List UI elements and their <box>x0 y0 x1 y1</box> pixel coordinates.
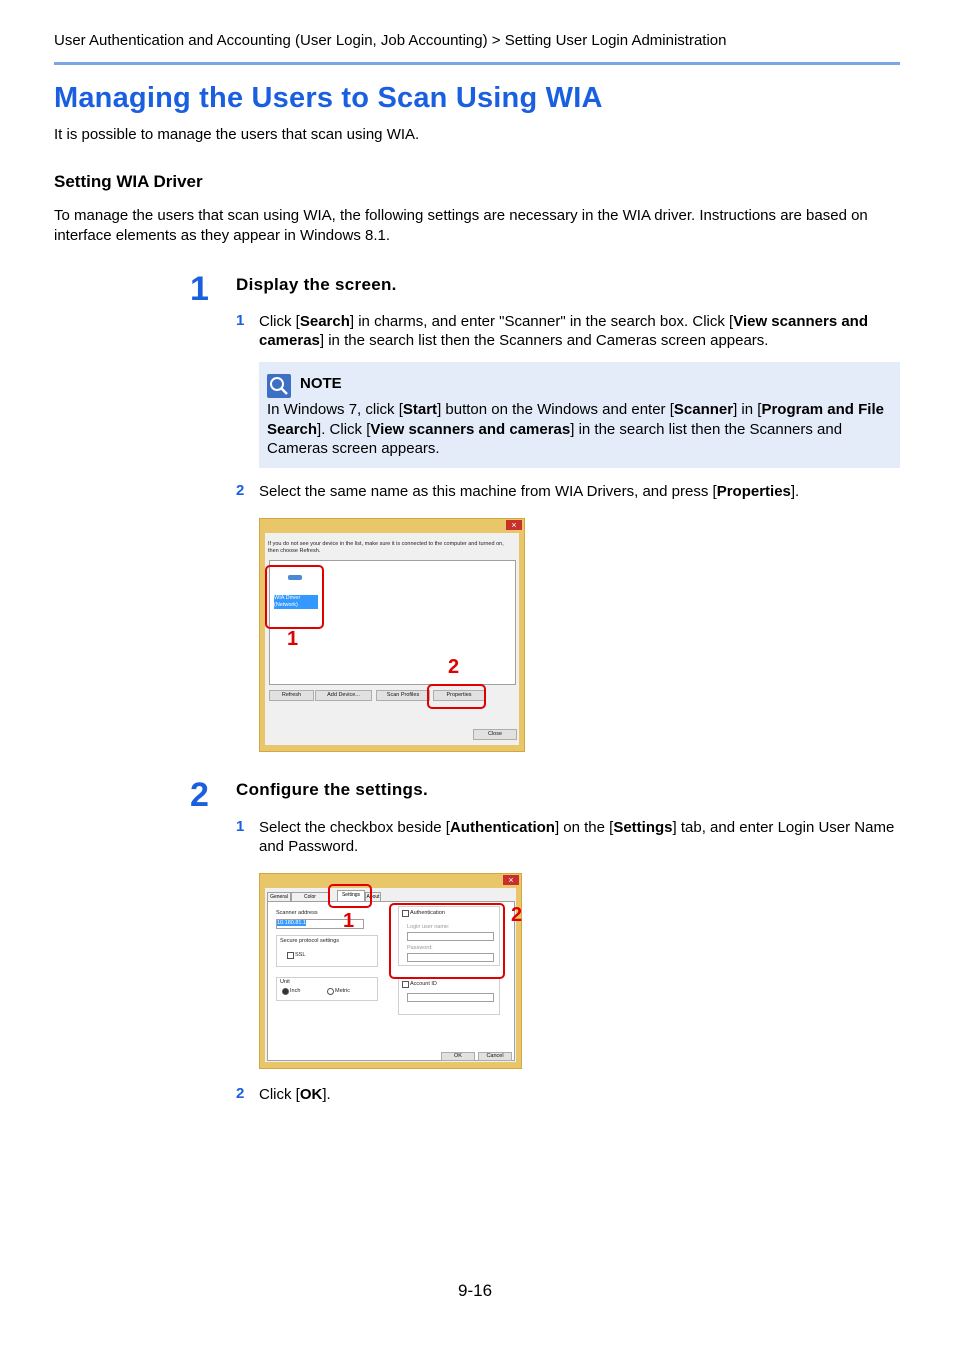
page-title: Managing the Users to Scan Using WIA <box>54 82 603 114</box>
callout-box-2 <box>427 684 486 709</box>
account-id-checkbox[interactable] <box>402 981 409 988</box>
step-2-sub-2-number: 2 <box>236 1085 245 1102</box>
ssl-checkbox[interactable] <box>287 952 294 959</box>
section-heading: Setting WIA Driver <box>54 172 203 191</box>
refresh-button[interactable]: Refresh <box>269 690 314 701</box>
secure-protocol-label: Secure protocol settings <box>280 938 340 944</box>
step-1-sub-2-number: 2 <box>236 482 245 499</box>
callout-box-1 <box>265 565 324 629</box>
cancel-button[interactable]: Cancel <box>478 1052 512 1061</box>
metric-radio[interactable] <box>327 988 334 995</box>
step-2-sub-2-text: Click [OK]. <box>259 1086 331 1103</box>
scanner-address-field[interactable]: 10.180.81.1 <box>276 919 364 929</box>
close-button[interactable]: Close <box>473 729 517 740</box>
step-1-sub-1-number: 1 <box>236 312 245 329</box>
callout-label-2: 2 <box>511 904 523 926</box>
ok-button[interactable]: OK <box>441 1052 475 1061</box>
callout-label-2: 2 <box>448 656 460 678</box>
callout-label-1: 1 <box>287 628 299 650</box>
callout-box-1 <box>328 884 372 908</box>
note-box <box>259 362 900 468</box>
note-title: NOTE <box>300 375 342 392</box>
unit-group <box>276 977 378 1001</box>
login-user-label: Login user name: <box>407 924 450 930</box>
scanner-address-label: Scanner address <box>276 910 318 916</box>
step-1-sub-2-text: Select the same name as this machine from WIA Drivers, and press [Properties]. <box>259 483 800 500</box>
step-1-sub-1-text: Click [Search] in charms, and enter "Scanner" in the search box. Click [View scanners and cameras] in the search list then the Scanners and Cameras screen appears. <box>259 313 869 349</box>
authentication-label: Authentication <box>410 910 445 916</box>
close-icon[interactable]: × <box>506 520 522 530</box>
step-2-number: 2 <box>190 776 209 814</box>
inch-radio[interactable] <box>282 988 289 995</box>
secure-protocol-group <box>276 935 378 967</box>
step-1-number: 1 <box>190 270 209 308</box>
callout-box-2 <box>389 903 505 979</box>
account-id-label: Account ID <box>410 981 437 987</box>
account-id-field[interactable] <box>407 993 494 1002</box>
tab-about[interactable]: About <box>365 892 381 903</box>
note-icon <box>267 374 291 398</box>
step-1-heading: Display the screen. <box>236 275 397 294</box>
callout-label-1: 1 <box>343 910 355 932</box>
ssl-label: SSL <box>295 952 306 958</box>
tab-general[interactable]: General <box>267 892 291 903</box>
tab-color-management[interactable]: Color <box>291 892 329 903</box>
close-icon[interactable]: × <box>503 875 519 885</box>
section-paragraph: To manage the users that scan using WIA, the following settings are necessary in the WIA driver. Instructions are based on interface elements as they appear in Windows 8.1. <box>54 207 868 244</box>
tab-settings[interactable]: Settings <box>337 890 365 903</box>
step-2-heading: Configure the settings. <box>236 780 429 799</box>
note-body: In Windows 7, click [Start] button on the Windows and enter [Scanner] in [Program and File Search]. Click [View scanners and cameras] in the search list then the Scanners and Cameras screen appears. <box>267 401 884 457</box>
add-device-button[interactable]: Add Device... <box>315 690 372 701</box>
intro-text: It is possible to manage the users that scan using WIA. <box>54 126 420 143</box>
account-id-group <box>398 977 500 1015</box>
metric-label: Metric <box>335 988 350 994</box>
inch-label: Inch <box>290 988 301 994</box>
scanners-cameras-screenshot <box>259 518 525 752</box>
breadcrumb: User Authentication and Accounting (User Login, Job Accounting) > Setting User Login Administration <box>54 32 727 49</box>
page-number: 9-16 <box>458 1281 493 1300</box>
step-2-sub-1-number: 1 <box>236 818 245 835</box>
dialog-instruction: If you do not see your device in the list, make sure it is connected to the computer and turned on, then choose Refresh. <box>268 541 504 554</box>
password-label: Password: <box>407 945 433 951</box>
step-2-sub-1-text: Select the checkbox beside [Authentication] on the [Settings] tab, and enter Login User Name and Password. <box>259 819 895 855</box>
scan-profiles-button[interactable]: Scan Profiles <box>376 690 430 701</box>
unit-label: Unit <box>280 979 290 985</box>
properties-button[interactable]: Properties <box>433 690 485 701</box>
wia-driver-item[interactable]: WIA Driver (Network) <box>274 595 318 609</box>
header-rule <box>54 62 900 65</box>
